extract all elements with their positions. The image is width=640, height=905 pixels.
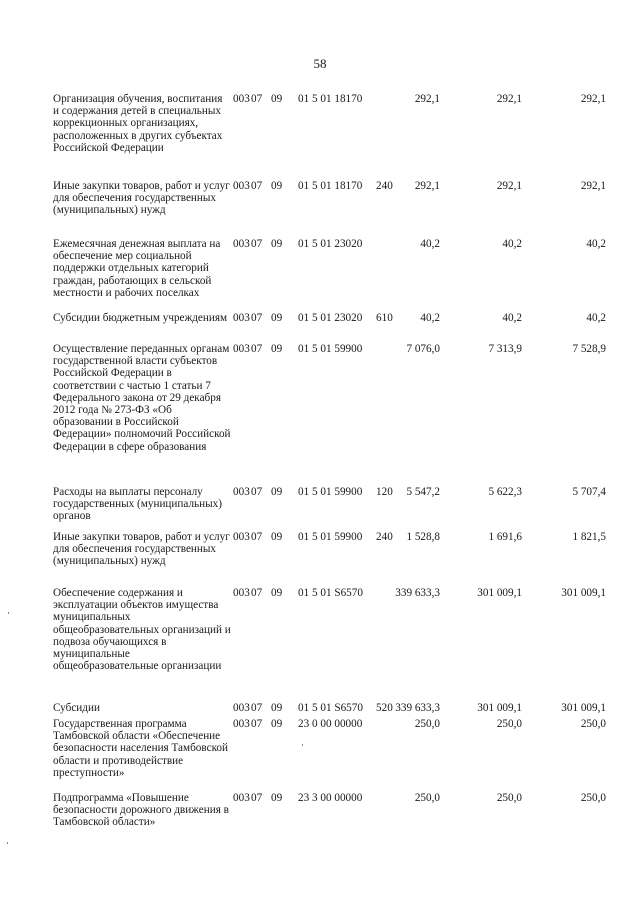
row-name: Подпрограмма «Повышение безопасности дорожного движения в Тамбовской области» [53,792,229,829]
row-amount-3: 292,1 [580,93,606,105]
row-amount-2: 250,0 [496,792,522,804]
row-amount-1: 7 076,0 [406,343,440,355]
row-amount-1: 292,1 [414,180,440,192]
row-amount-3: 1 821,5 [572,531,606,543]
row-amount-2: 1 691,6 [488,531,522,543]
row-amount-3: 40,2 [586,312,606,324]
row-section: 07 [251,718,263,730]
row-ved: 003 [233,718,250,730]
row-ved: 003 [233,702,250,714]
row-section: 07 [251,531,263,543]
row-amount-3: 40,2 [586,238,606,250]
row-subsection: 09 [271,587,283,599]
row-target-article: 01 5 01 59900 [298,343,363,355]
row-subsection: 09 [271,792,283,804]
row-section: 07 [251,343,263,355]
row-amount-2: 292,1 [496,180,522,192]
row-target-article: 01 5 01 S6570 [298,702,363,714]
row-subsection: 09 [271,312,283,324]
page-number: 58 [313,56,327,71]
scan-speck [8,612,9,614]
row-section: 07 [251,312,263,324]
scan-speck [7,842,8,844]
row-amount-2: 40,2 [502,238,522,250]
row-amount-3: 301 009,1 [561,702,606,714]
row-amount-3: 7 528,9 [572,343,606,355]
row-amount-2: 301 009,1 [477,587,522,599]
row-subsection: 09 [271,531,283,543]
row-subsection: 09 [271,180,283,192]
row-subsection: 09 [271,486,283,498]
row-amount-2: 40,2 [502,312,522,324]
row-ved: 003 [233,180,250,192]
row-amount-1: 292,1 [414,93,440,105]
row-ved: 003 [233,531,250,543]
row-target-article: 01 5 01 S6570 [298,587,363,599]
row-section: 07 [251,180,263,192]
row-name: Расходы на выплаты персоналу государственных (муниципальных) органов [53,486,222,523]
row-amount-1: 1 528,8 [406,531,440,543]
row-ved: 003 [233,486,250,498]
row-section: 07 [251,486,263,498]
row-amount-1: 250,0 [414,718,440,730]
row-ved: 003 [233,312,250,324]
row-amount-3: 5 707,4 [572,486,606,498]
row-expense-type: 520 [376,702,393,714]
row-name: Обеспечение содержания и эксплуатации объектов имущества муниципальных общеобразовательных организаций и подвоза обучающихся в муниципальные общеобразовательные организации [53,587,231,673]
row-amount-3: 250,0 [580,792,606,804]
row-name: Иные закупки товаров, работ и услуг для обеспечения государственных (муниципальных) нужд [53,531,230,568]
row-name: Субсидии бюджетным учреждениям [53,312,228,324]
row-target-article: 01 5 01 18170 [298,180,363,192]
row-amount-2: 7 313,9 [488,343,522,355]
scan-speck [302,744,303,746]
row-amount-1: 40,2 [420,238,440,250]
row-expense-type: 610 [376,312,393,324]
row-subsection: 09 [271,343,283,355]
row-ved: 003 [233,238,250,250]
row-subsection: 09 [271,93,283,105]
row-amount-3: 301 009,1 [561,587,606,599]
row-target-article: 01 5 01 18170 [298,93,363,105]
row-target-article: 23 3 00 00000 [298,792,363,804]
row-amount-1: 5 547,2 [406,486,440,498]
row-amount-1: 250,0 [414,792,440,804]
row-expense-type: 120 [376,486,393,498]
row-name: Государственная программа Тамбовской области «Обеспечение безопасности населения Тамбовской области и противодействие преступности» [53,718,229,779]
row-name: Иные закупки товаров, работ и услуг для обеспечения государственных (муниципальных) нужд [53,180,230,217]
row-subsection: 09 [271,702,283,714]
row-target-article: 01 5 01 23020 [298,238,363,250]
row-amount-2: 5 622,3 [488,486,522,498]
row-ved: 003 [233,343,250,355]
row-amount-2: 301 009,1 [477,702,522,714]
row-section: 07 [251,792,263,804]
row-target-article: 01 5 01 59900 [298,486,363,498]
row-name: Организация обучения, воспитания и содержания детей в специальных коррекционных организациях, расположенных в других субъектах Российской Федерации [53,93,223,154]
row-ved: 003 [233,792,250,804]
row-amount-3: 292,1 [580,180,606,192]
row-name: Осуществление переданных органам государственной власти субъектов Российской Федерации в соответствии с частью 1 статьи 7 Федерального закона от 29 декабря 2012 года № 273-ФЗ «Об образовании в Российской Федерации» полномочий Российской Федерации в сфере образования [53,343,231,453]
row-amount-1: 339 633,3 [395,587,440,599]
row-ved: 003 [233,587,250,599]
row-subsection: 09 [271,718,283,730]
row-section: 07 [251,238,263,250]
row-amount-2: 292,1 [496,93,522,105]
row-name: Субсидии [53,702,100,714]
row-subsection: 09 [271,238,283,250]
row-ved: 003 [233,93,250,105]
row-expense-type: 240 [376,531,393,543]
row-name: Ежемесячная денежная выплата на обеспечение мер социальной поддержки отдельных категорий граждан, работающих в сельской местности и рабочих поселках [53,238,221,299]
row-section: 07 [251,702,263,714]
row-target-article: 23 0 00 00000 [298,718,363,730]
row-expense-type: 240 [376,180,393,192]
row-target-article: 01 5 01 23020 [298,312,363,324]
row-section: 07 [251,93,263,105]
row-amount-3: 250,0 [580,718,606,730]
row-amount-2: 250,0 [496,718,522,730]
row-target-article: 01 5 01 59900 [298,531,363,543]
row-section: 07 [251,587,263,599]
row-amount-1: 40,2 [420,312,440,324]
row-amount-1: 339 633,3 [395,702,440,714]
